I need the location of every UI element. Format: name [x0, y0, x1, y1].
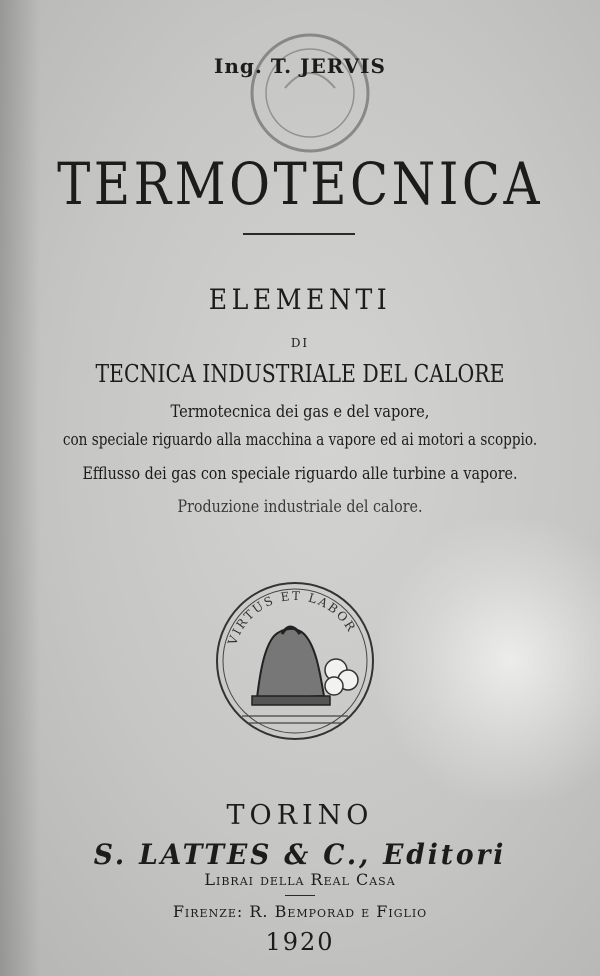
imprint-year: 1920	[265, 928, 335, 956]
imprint-note: Librai della Real Casa	[204, 870, 396, 889]
bell-seal-icon	[212, 578, 378, 744]
seal-motto: VIRTUS ET LABOR	[225, 588, 360, 647]
contents-line: con speciale riguardo alla macchina a vapore ed ai motori a scoppio.	[62, 430, 538, 450]
subtitle-tecnica: TECNICA INDUSTRIALE DEL CALORE	[95, 360, 505, 388]
imprint-city: TORINO	[226, 800, 374, 831]
author-name: Ing. T. JERVIS	[214, 54, 386, 78]
contents-line: Efflusso dei gas con speciale riguardo alle turbine a vapore.	[82, 464, 518, 484]
contents-line: Produzione industriale del calore.	[177, 497, 423, 517]
imprint-publisher: S. LATTES & C., Editori	[93, 838, 507, 871]
imprint-branch: Firenze: R. Bemporad e Figlio	[172, 902, 428, 921]
subtitle-di: DI	[290, 336, 310, 350]
title-divider	[243, 233, 355, 235]
subtitle-elementi: ELEMENTI	[208, 283, 392, 316]
paper-glare	[380, 520, 600, 800]
contents-line: Termotecnica dei gas e del vapore,	[170, 402, 430, 422]
imprint-divider	[285, 895, 315, 896]
library-stamp-icon	[245, 28, 375, 158]
book-title: TERMOTECNICA	[57, 150, 543, 218]
